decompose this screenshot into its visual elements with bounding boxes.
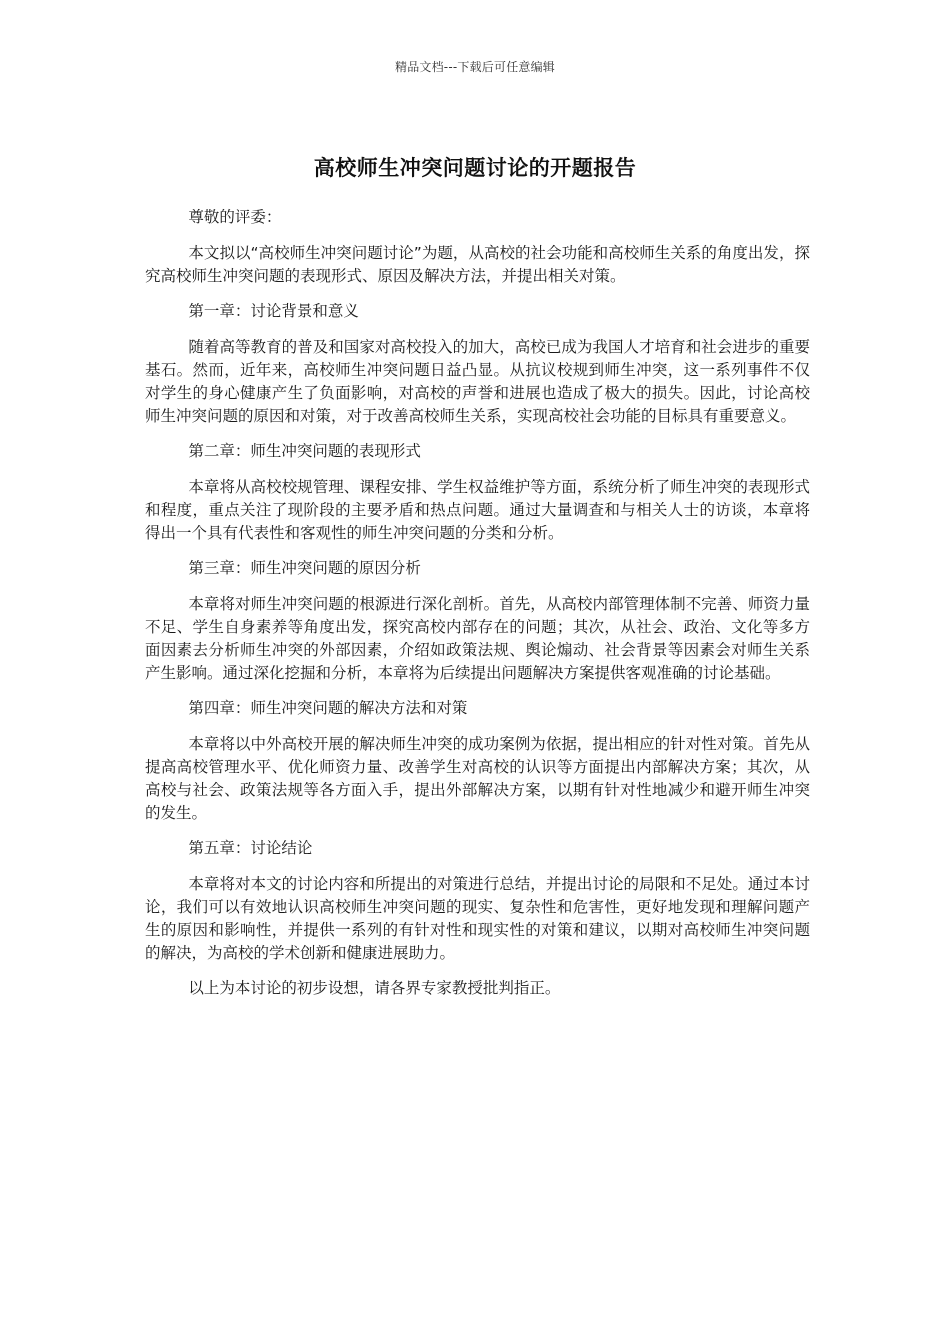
chapter-2-heading: 第二章：师生冲突问题的表现形式 <box>188 442 421 460</box>
chapter-2-paragraph: 本章将从高校校规管理、课程安排、学生权益维护等方面，系统分析了师生冲突的表现形式和程度，重点关注了现阶段的主要矛盾和热点问题。通过大量调查和与相关人士的访谈，本章将得出一个具有代表性和客观性的师生冲突问题的分类和分析。 <box>145 477 810 542</box>
closing-paragraph: 以上为本讨论的初步设想，请各界专家教授批判指正。 <box>188 979 561 997</box>
document-title: 高校师生冲突问题讨论的开题报告 <box>313 156 637 181</box>
chapter-4-heading: 第四章：师生冲突问题的解决方法和对策 <box>188 699 468 717</box>
chapter-3-heading: 第三章：师生冲突问题的原因分析 <box>188 559 421 577</box>
salutation: 尊敬的评委： <box>188 208 282 226</box>
chapter-1-paragraph: 随着高等教育的普及和国家对高校投入的加大，高校已成为我国人才培育和社会进步的重要基石。然而，近年来，高校师生冲突问题日益凸显。从抗议校规到师生冲突，这一系列事件不仅对学生的身心健康产生了负面影响，对高校的声誉和进展也造成了极大的损失。因此，讨论高校师生冲突问题的原因和对策，对于改善高校师生关系，实现高校社会功能的目标具有重要意义。 <box>145 337 810 425</box>
chapter-4-paragraph: 本章将以中外高校开展的解决师生冲突的成功案例为依据，提出相应的针对性对策。首先从提高高校管理水平、优化师资力量、改善学生对高校的认识等方面提出内部解决方案；其次，从高校与社会、政策法规等各方面入手，提出外部解决方案，以期有针对性地减少和避开师生冲突的发生。 <box>145 734 810 822</box>
page-header-note: 精品文档---下载后可任意编辑 <box>395 60 555 74</box>
chapter-5-heading: 第五章：讨论结论 <box>188 839 313 857</box>
document-body <box>145 206 810 1013</box>
chapter-1-heading: 第一章：讨论背景和意义 <box>188 302 359 320</box>
chapter-5-paragraph: 本章将对本文的讨论内容和所提出的对策进行总结，并提出讨论的局限和不足处。通过本讨论，我们可以有效地认识高校师生冲突问题的现实、复杂性和危害性，更好地发现和理解问题产生的原因和影响性，并提供一系列的有针对性和现实性的对策和建议，以期对高校师生冲突问题的解决，为高校的学术创新和健康进展助力。 <box>145 874 810 962</box>
intro-paragraph: 本文拟以“高校师生冲突问题讨论”为题，从高校的社会功能和高校师生关系的角度出发，探究高校师生冲突问题的表现形式、原因及解决方法，并提出相关对策。 <box>145 243 810 285</box>
chapter-3-paragraph: 本章将对师生冲突问题的根源进行深化剖析。首先，从高校内部管理体制不完善、师资力量不足、学生自身素养等角度出发，探究高校内部存在的问题；其次，从社会、政治、文化等多方面因素去分析师生冲突的外部因素，介绍如政策法规、舆论煽动、社会背景等因素会对师生关系产生影响。通过深化挖掘和分析，本章将为后续提出问题解决方案提供客观准确的讨论基础。 <box>145 594 810 682</box>
